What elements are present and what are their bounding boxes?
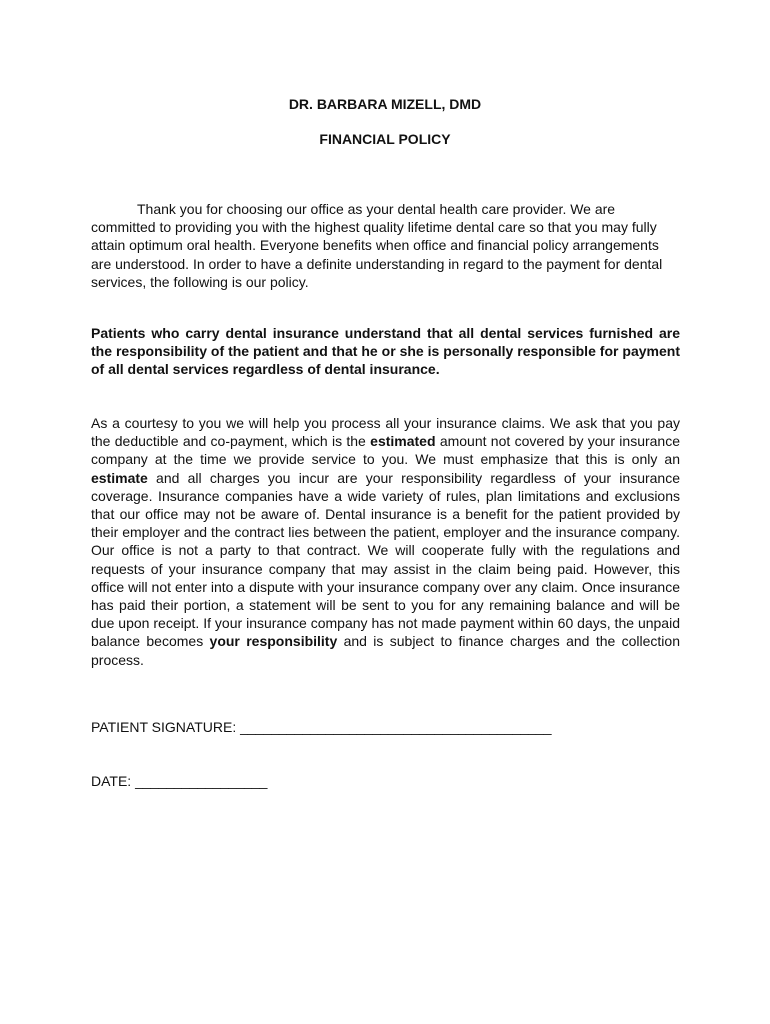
- doctor-name-heading: DR. BARBARA MIZELL, DMD: [288, 96, 482, 112]
- date-line[interactable]: [91, 772, 267, 790]
- courtesy-text-part2: amount not covered by your insurance company at the time we provide service to you. We must emphasize that this is only an: [91, 433, 681, 468]
- date-field[interactable]: _________________: [135, 773, 268, 789]
- patient-signature-label: PATIENT SIGNATURE:: [91, 719, 237, 735]
- patient-signature-line[interactable]: [91, 718, 552, 736]
- courtesy-text-part1: As a courtesy to you we will help you process all your insurance claims. We ask that you pay the deductible and co-payment, which is the: [91, 415, 680, 450]
- estimate-emphasis: estimate: [91, 469, 148, 486]
- date-label: DATE:: [91, 773, 132, 789]
- courtesy-text-part4: and is subject to finance charges and the collection process.: [91, 633, 680, 668]
- insurance-responsibility-paragraph: Patients who carry dental insurance understand that all dental services furnished are the responsibility of the patient and that he or she is personally responsible for payment of all dental services regardless of dental insurance.: [91, 325, 680, 378]
- policy-title-heading: FINANCIAL POLICY: [319, 131, 451, 147]
- estimated-emphasis: estimated: [370, 433, 436, 450]
- courtesy-text-part3: and all charges you incur are your responsibility regardless of your insurance coverage. Insurance companies have a wide variety of rules, plan limitations and exclusions that our office may not be aware of. Dental insurance is a benefit for the patient provided by their employer and the contract lies between the patient, employer and the insurance company. Our office is not a party to that contract. We will cooperate fully with the regulations and requests of your insurance company that may assist in the claim being paid. However, this office will not enter into a dispute with your insurance company over any claim. Once insurance has paid their portion, a statement will be sent to you for any remaining balance and will be due upon receipt. If your insurance company has not made payment within 60 days, the unpaid balance becomes: [91, 469, 680, 650]
- patient-signature-field[interactable]: ________________________________________: [240, 719, 552, 735]
- intro-paragraph: Thank you for choosing our office as your dental health care provider. We are committed to providing you with the highest quality lifetime dental care so that you may fully attain optimum oral health. Everyone benefits when office and financial policy arrangements are understood. In order to have a definite understanding in regard to the payment for dental services, the following is our policy.: [91, 201, 663, 290]
- courtesy-paragraph: [91, 414, 680, 669]
- your-responsibility-emphasis: your responsibility: [209, 633, 338, 650]
